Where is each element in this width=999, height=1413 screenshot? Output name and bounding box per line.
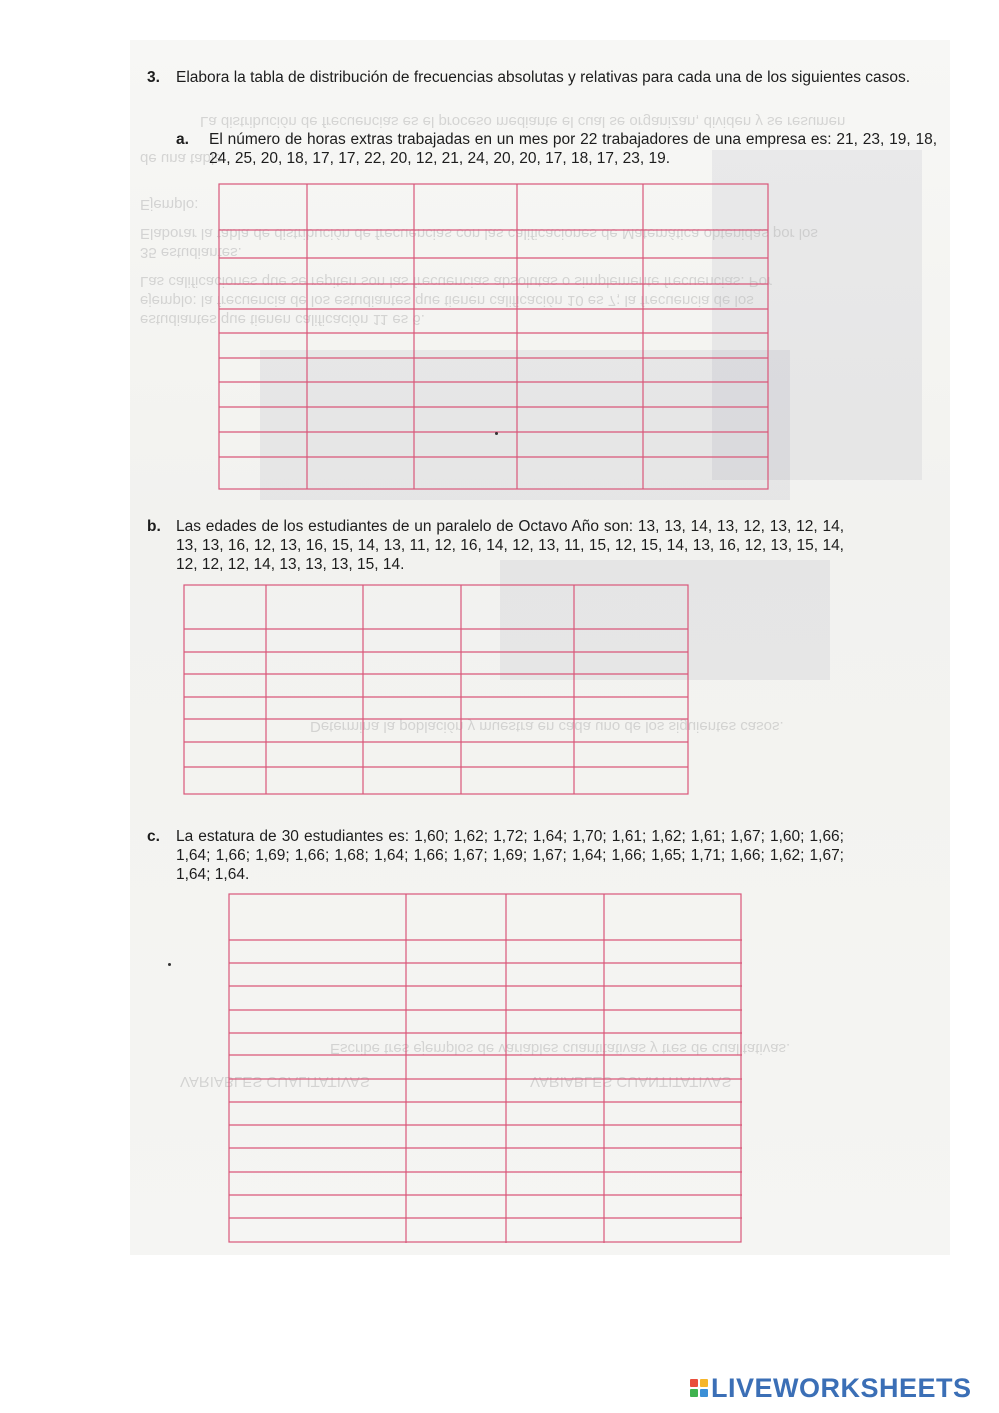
exercise-instruction-text: Elabora la tabla de distribución de frecuencias absolutas y relativas para cada una de los siguientes casos. — [176, 69, 911, 86]
table-c[interactable] — [228, 893, 743, 1244]
table-b[interactable] — [183, 584, 690, 796]
case-b-letter: b. — [147, 518, 161, 535]
ghost-line: Determina la población y muestra en cada uno de los siguientes casos. — [310, 718, 784, 735]
ghost-line: Las calificaciones que se repiten son las frecuencias absolutas o simplemente frecuencias. Por — [140, 273, 773, 290]
case-c-statement — [147, 827, 844, 884]
speck — [168, 963, 171, 966]
ghost-line: de una tabla — [140, 150, 223, 167]
ghost-line: La distribución de frecuencias es el proceso mediante el cual se organizan, dividen y se resumen — [200, 113, 846, 130]
table-a[interactable] — [218, 183, 770, 491]
case-a-statement — [176, 130, 937, 168]
ghost-line: 35 estudiantes. — [140, 244, 242, 261]
speck — [495, 432, 498, 435]
case-a-text: El número de horas extras trabajadas en un mes por 22 trabajadores de una empresa es: 21, 23, 19, 18, 24, 25, 20, 18, 17, 17, 22, 20, 12, 21, 24, 20, 20, 17, 18, 17, 23, 19. — [209, 131, 937, 167]
ghost-line: VARIABLES CUANTITATIVAS — [530, 1073, 732, 1090]
ghost-line: estudiantes que tienen calificación 11 es 6. — [140, 311, 425, 328]
ghost-line: Escribe tres ejemplos de variables cuantitativas y tres de cualitativas. — [330, 1040, 791, 1057]
table-b-grid — [183, 584, 690, 796]
case-b-statement — [147, 517, 844, 574]
ghost-line: ejemplo: la frecuencia de los estudiantes que tienen calificación 10 es 7; la frecuencia de los — [140, 292, 754, 309]
liveworksheets-logo — [690, 1373, 972, 1403]
exercise-instruction — [147, 68, 937, 87]
logo-icon — [690, 1379, 708, 1397]
ghost-line: Elaborar la tabla de distribución de frecuencias con las calificaciones de Matemática obtenidas por los — [140, 225, 818, 242]
case-c-text: La estatura de 30 estudiantes es: 1,60; 1,62; 1,72; 1,64; 1,70; 1,61; 1,62; 1,61; 1,67; 1,60; 1,66; 1,64; 1,66; 1,69; 1,66; 1,68; 1,64; 1,66; 1,67; 1,69; 1,67; 1,64; 1,66; 1,65; 1,71; 1,66; 1,62; 1,67; 1,64; 1,64. — [176, 828, 844, 883]
table-c-grid — [228, 893, 743, 1244]
exercise-number: 3. — [147, 69, 160, 86]
case-b-text: Las edades de los estudiantes de un paralelo de Octavo Año son: 13, 13, 14, 13, 12, 13, 12, 14, 13, 13, 16, 12, 13, 16, 15, 14, 13, 11, 12, 16, 14, 12, 13, 11, 15, 12, 15, 14, 13, 16, 12, 13, 15, 14, 12, 12, 12, 14, 13, 13, 13, 15, 14. — [176, 518, 844, 573]
case-c-letter: c. — [147, 828, 160, 845]
ghost-line: VARIABLES CUALITATIVAS — [180, 1073, 370, 1090]
table-a-grid — [218, 183, 770, 491]
ghost-line: Ejemplo: — [140, 196, 199, 213]
case-a-letter: a. — [176, 131, 189, 148]
logo-text: LIVEWORKSHEETS — [711, 1372, 972, 1403]
